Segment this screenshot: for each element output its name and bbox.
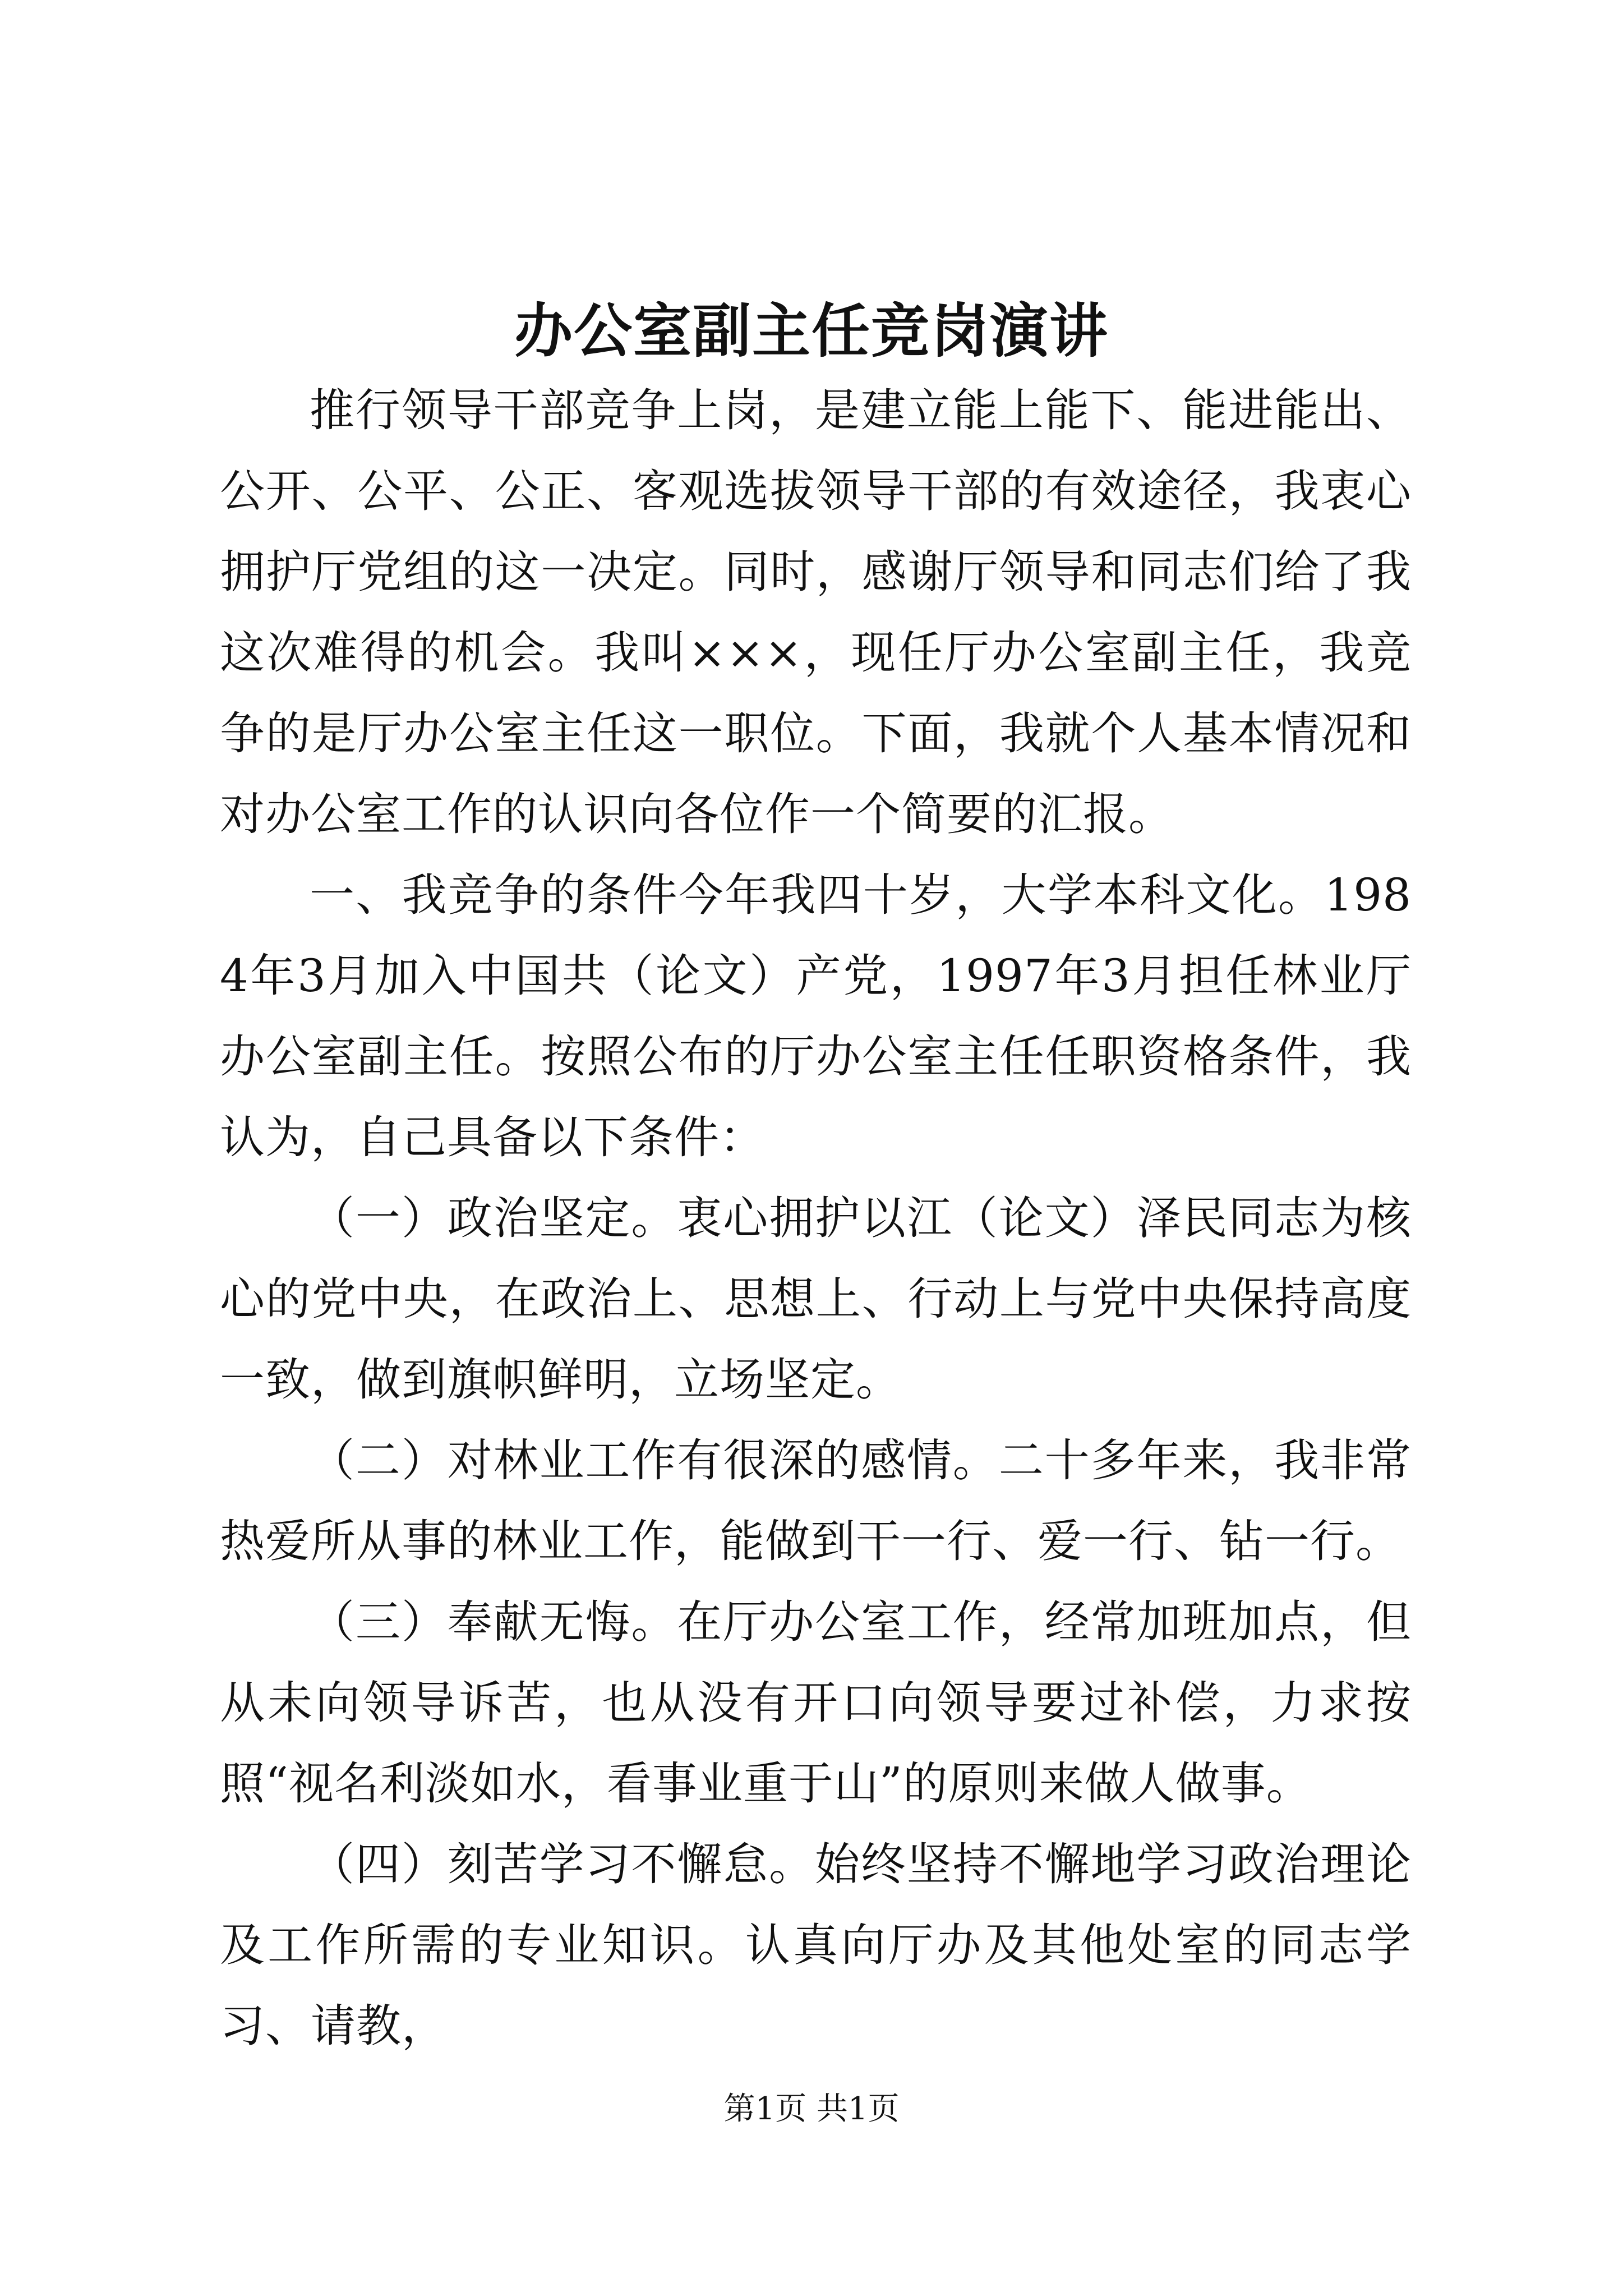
paragraph-politics: （一）政治坚定。衷心拥护以江（论文）泽民同志为核心的党中央，在政治上、思想上、行动上与党中央保持高度一致，做到旗帜鲜明，立场坚定。: [220, 1192, 1412, 1406]
paragraph-study: （四）刻苦学习不懈怠。始终坚持不懈地学习政治理论及工作所需的专业知识。认真向厅办及其他处室的同志学习、请教，: [220, 1838, 1412, 2052]
paragraph-forestry: （二）对林业工作有很深的感情。二十多年来，我非常热爱所从事的林业工作，能做到干一行、爱一行、钻一行。: [220, 1434, 1412, 1567]
paragraph-intro: 推行领导干部竞争上岗，是建立能上能下、能进能出、公开、公平、公正、客观选拔领导干部的有效途径，我衷心拥护厅党组的这一决定。同时，感谢厅领导和同志们给了我这次难得的机会。我叫×××，现任厅办公室副主任，我竞争的是厅办公室主任这一职位。下面，我就个人基本情况和对办公室工作的认识向各位作一个简要的汇报。: [220, 384, 1412, 840]
paragraph-dedication: （三）奉献无悔。在厅办公室工作，经常加班加点，但从未向领导诉苦，也从没有开口向领导要过补偿，力求按照“视名利淡如水，看事业重于山”的原则来做人做事。: [220, 1596, 1412, 1810]
document-title: 办公室副主任竞岗演讲: [514, 296, 1109, 365]
document-body: [220, 370, 1412, 2067]
paragraph-conditions: 一、我竞争的条件今年我四十岁，大学本科文化。1984年3月加入中国共（论文）产党，1997年3月担任林业厅办公室副主任。按照公布的厅办公室主任任职资格条件，我认为，自己具备以下条件：: [220, 869, 1412, 1163]
page-number-footer: 第1页 共1页: [723, 2091, 900, 2127]
